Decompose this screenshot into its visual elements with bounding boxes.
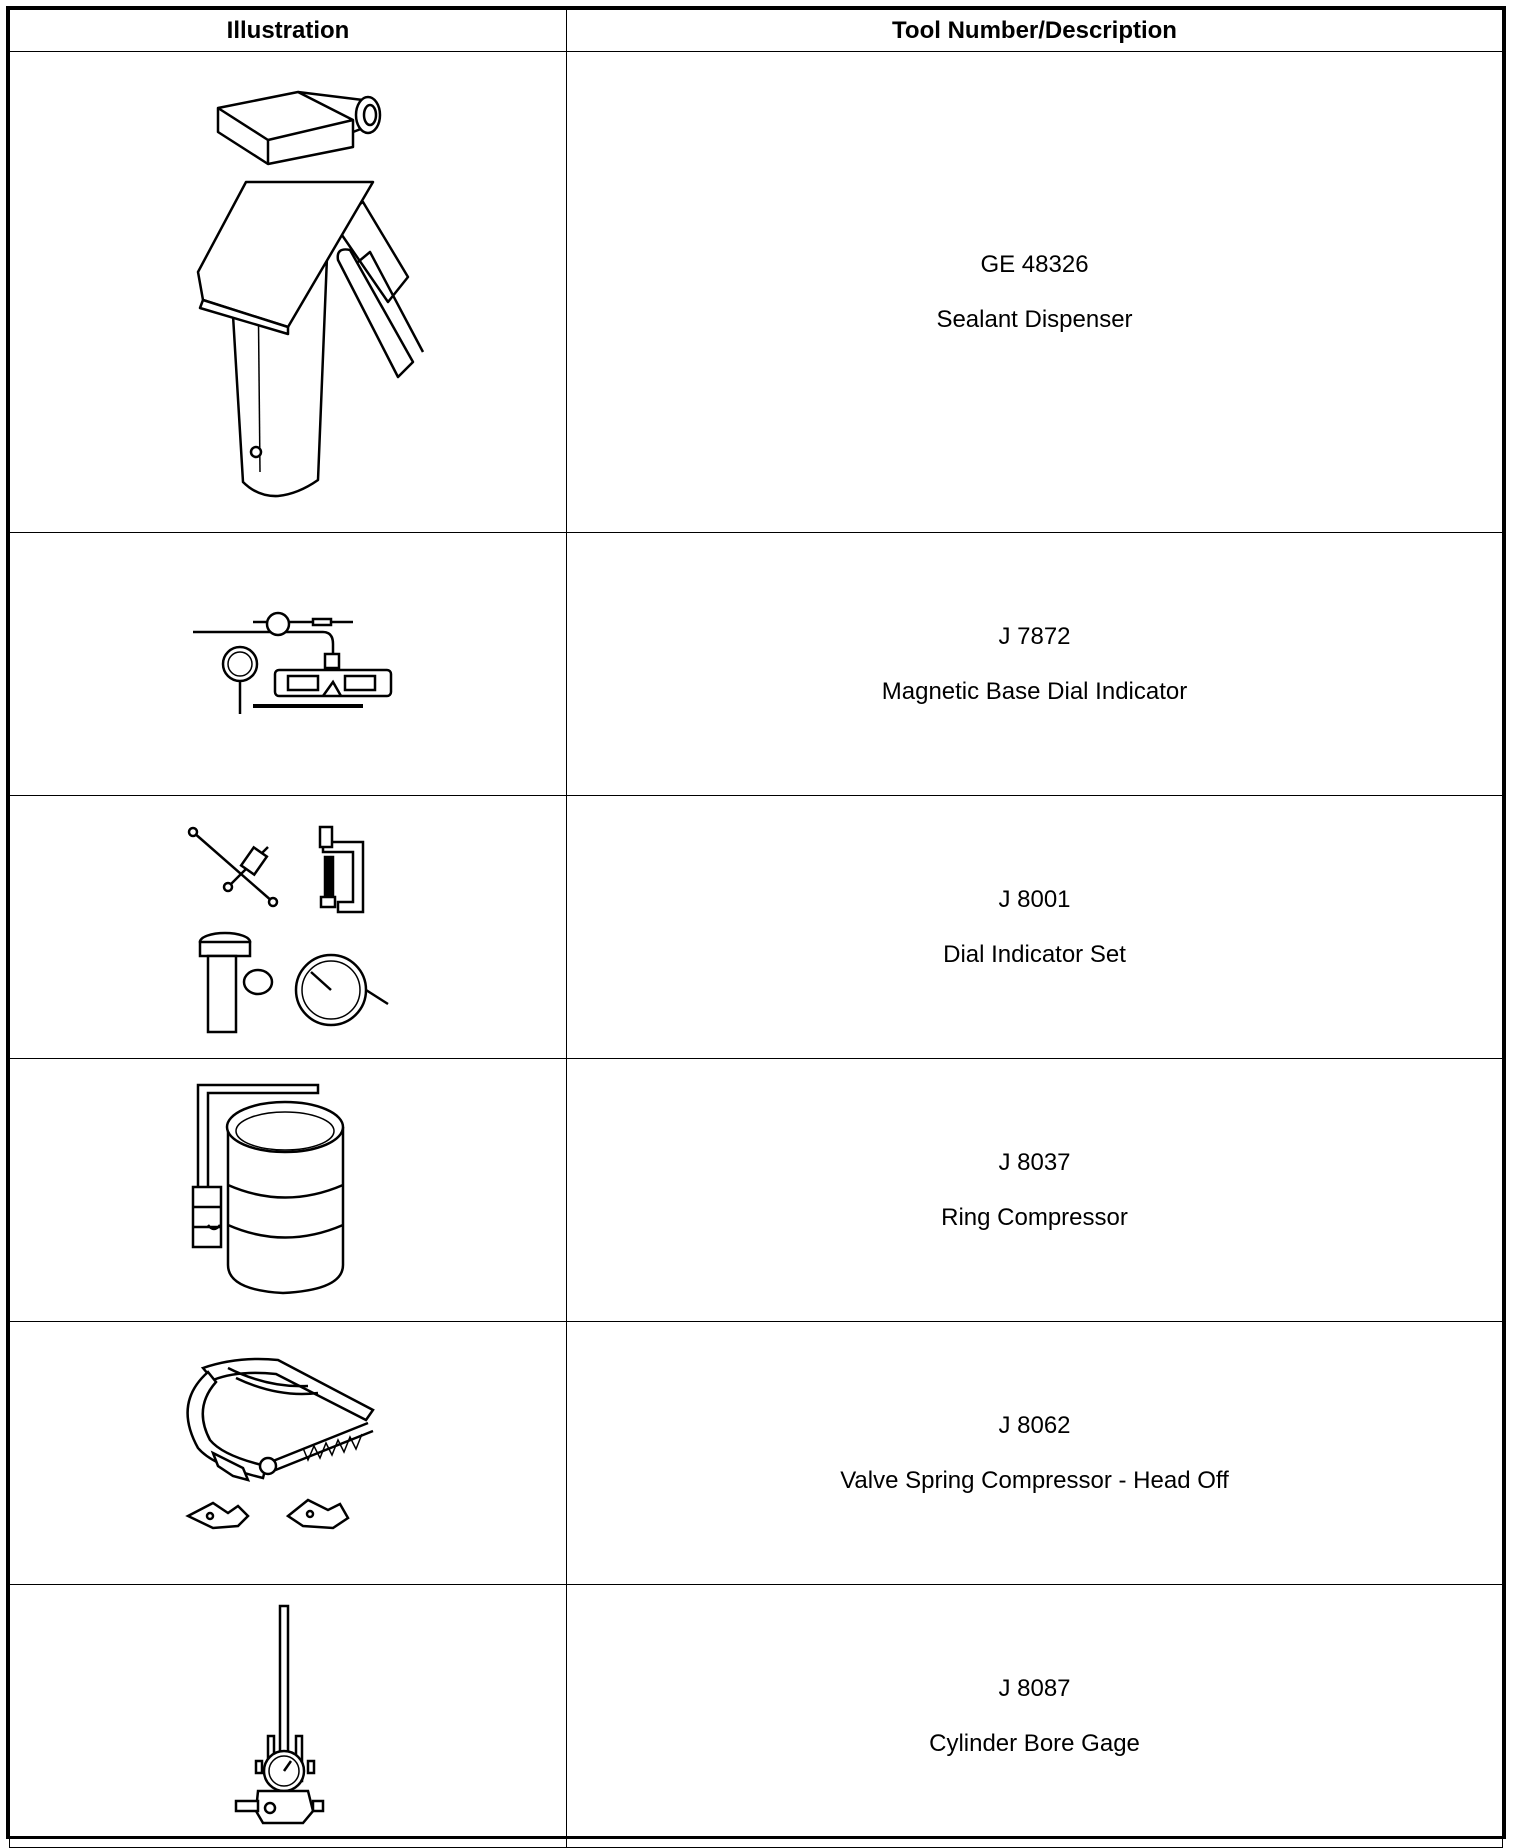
magnetic-base-dial-indicator-illustration xyxy=(173,584,403,744)
tool-number: GE 48326 xyxy=(980,250,1089,278)
tool-table-page xyxy=(6,6,1506,1839)
illustration-cell xyxy=(10,1585,567,1848)
tool-description-cell xyxy=(567,1322,1503,1585)
tool-description: Cylinder Bore Gage xyxy=(929,1729,1140,1757)
illustration-cell xyxy=(10,52,567,533)
tool-description: Ring Compressor xyxy=(941,1203,1128,1231)
table-row xyxy=(10,796,1503,1059)
table-row xyxy=(10,52,1503,533)
dial-indicator-set-illustration xyxy=(173,812,403,1042)
table-row xyxy=(10,1059,1503,1322)
tool-description: Magnetic Base Dial Indicator xyxy=(881,677,1188,705)
ring-compressor-illustration xyxy=(178,1075,398,1305)
tool-description: Sealant Dispenser xyxy=(936,305,1133,333)
tool-number: J 8037 xyxy=(998,1148,1071,1176)
illustration-cell xyxy=(10,796,567,1059)
table-row xyxy=(10,1322,1503,1585)
tool-number: J 7872 xyxy=(998,622,1071,650)
tool-number: J 8062 xyxy=(998,1411,1071,1439)
special-tools-table xyxy=(9,9,1503,1848)
tool-description-cell xyxy=(567,1059,1503,1322)
header-illustration: Illustration xyxy=(10,10,567,52)
tool-number: J 8087 xyxy=(998,1674,1071,1702)
table-row xyxy=(10,1585,1503,1848)
table-header-row xyxy=(10,10,1503,52)
cylinder-bore-gage-illustration xyxy=(228,1601,348,1831)
tool-description: Valve Spring Compressor - Head Off xyxy=(840,1466,1229,1494)
tool-number: J 8001 xyxy=(998,885,1071,913)
illustration-cell xyxy=(10,1059,567,1322)
valve-spring-compressor-illustration xyxy=(168,1348,408,1558)
tool-description: Dial Indicator Set xyxy=(943,940,1126,968)
tool-description-cell xyxy=(567,52,1503,533)
header-tool-number-description: Tool Number/Description xyxy=(567,10,1503,52)
sealant-dispenser-illustration xyxy=(108,72,468,512)
table-row xyxy=(10,533,1503,796)
tool-description-cell xyxy=(567,533,1503,796)
tool-description-cell xyxy=(567,1585,1503,1848)
illustration-cell xyxy=(10,533,567,796)
illustration-cell xyxy=(10,1322,567,1585)
tool-description-cell xyxy=(567,796,1503,1059)
